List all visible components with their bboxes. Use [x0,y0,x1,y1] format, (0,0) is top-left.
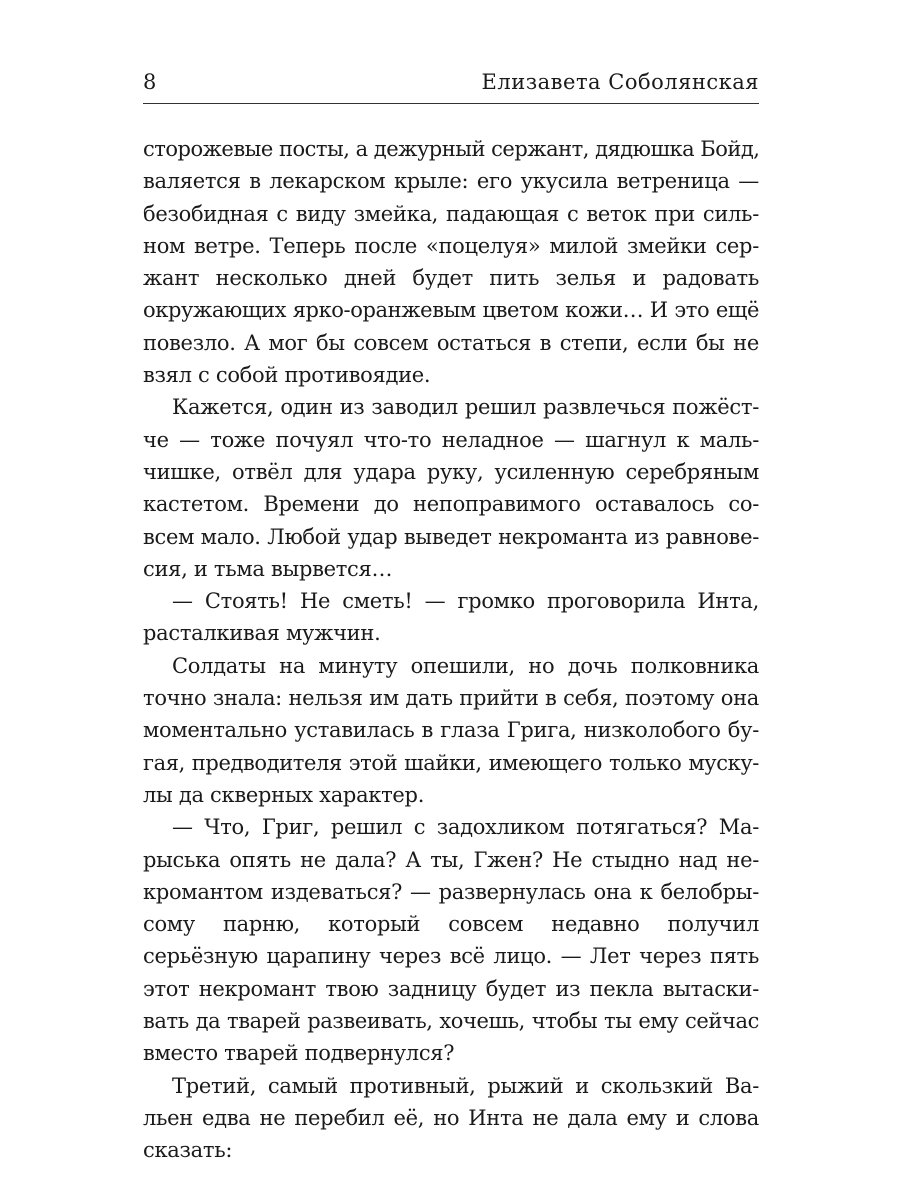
text-line: вместо тварей подвернулся? [143,1041,455,1066]
text-line: точно знала: нельзя им дать прийти в себя, поэтому она [143,686,759,711]
text-line: серьёзную царапину через всё лицо. — Лет через пять [143,944,759,969]
text-line: че — тоже почуял что-то неладное — шагнул к маль- [143,427,759,452]
text-line: чишке, отвёл для удара руку, усиленную серебряным [143,459,759,484]
text-line: — Стоять! Не сметь! — громко проговорила Инта, [172,589,759,614]
text-line: расталкивая мужчин. [143,621,381,646]
text-line: лы да скверных характер. [143,782,425,807]
text-line: ном ветре. Теперь после «поцелуя» милой змейки сер- [143,233,759,258]
text-line: жант несколько дней будет пить зелья и радовать [143,266,759,291]
text-line: окружающих ярко-оранжевым цветом кожи… И это ещё [143,298,759,323]
text-line: кастетом. Времени до непоправимого оставалось со- [143,492,759,517]
text-line: Третий, самый противный, рыжий и скользкий Ва- [172,1073,759,1098]
running-header [143,64,759,104]
page-number: 8 [143,70,157,94]
text-line: кромантом издеваться? — развернулась она к белобры- [143,879,759,904]
text-line: вать да тварей развеивать, хочешь, чтобы ты ему сейчас [143,1009,759,1034]
text-line: взял с собой противоядие. [143,363,431,388]
text-line: моментально уставилась в глаза Грига, низколобого бу- [143,718,759,743]
running-title: Елизавета Соболянская [481,70,759,94]
text-line: безобидная с виду змейка, падающая с веток при силь- [143,201,759,226]
text-line: этот некромант твою задницу будет из пекла вытаски- [143,976,759,1001]
text-line: сия, и тьма вырвется… [143,556,393,581]
text-line: сому парню, который совсем недавно получил [143,912,759,937]
body-text [143,133,759,1167]
text-line: Кажется, один из заводил решил развлечься пожёст- [172,395,759,420]
text-line: рыська опять не дала? А ты, Гжен? Не стыдно над не- [143,847,759,872]
text-line: — Что, Григ, решил с задохликом потягаться? Ма- [172,815,759,840]
text-line: повезло. А мог бы совсем остаться в степи, если бы не [143,330,759,355]
text-line: Солдаты на минуту опешили, но дочь полковника [172,653,759,678]
text-line: сторожевые посты, а дежурный сержант, дядюшка Бойд, [143,137,760,161]
text-line: валяется в лекарском крыле: его укусила ветреница — [143,169,759,194]
text-line: всем мало. Любой удар выведет некроманта из равнове- [143,524,759,549]
text-line: гая, предводителя этой шайки, имеющего только муску- [143,750,759,775]
text-line: сказать: [143,1138,233,1163]
text-line: льен едва не перебил её, но Инта не дала ему и слова [143,1105,759,1130]
